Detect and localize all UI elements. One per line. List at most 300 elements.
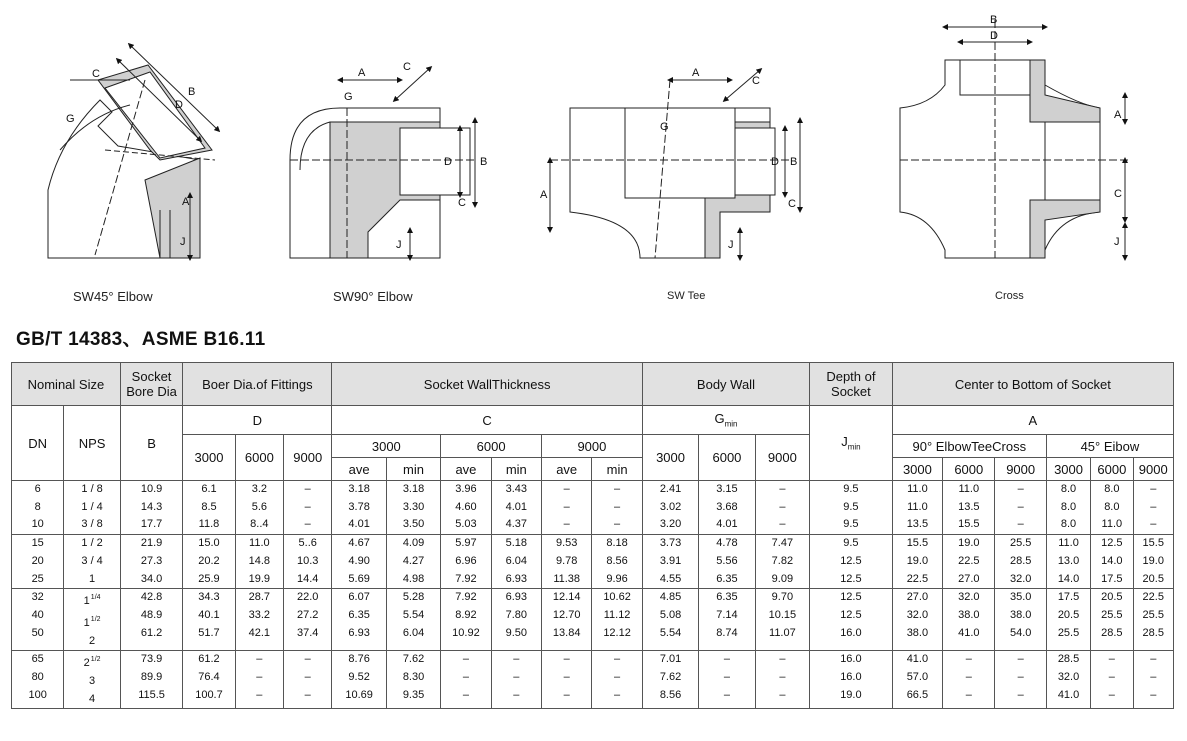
dim-label: J <box>728 239 734 251</box>
header-d: D <box>183 406 332 435</box>
cell-g6000 <box>699 535 755 589</box>
table-value: 3.30 <box>402 500 425 513</box>
table-value: 12.5 <box>840 572 862 585</box>
table-value: 13.84 <box>552 626 581 639</box>
table-value: – <box>304 483 311 495</box>
table-value: 8.0 <box>1060 500 1077 513</box>
table-value: 3.50 <box>402 518 425 531</box>
table-value: 73.9 <box>140 653 163 666</box>
cell-a6000 <box>943 651 995 709</box>
table-value: 19.0 <box>958 537 980 550</box>
table-value: – <box>1108 688 1115 701</box>
table-value: – <box>723 688 730 701</box>
table-value: $1^{1/2}$ <box>83 615 101 629</box>
cell-c9000-ave <box>541 535 591 589</box>
cell-d3000 <box>183 535 235 589</box>
table-row-group <box>12 589 1174 651</box>
table-value: 8.5 <box>201 500 217 513</box>
table-value: 6.93 <box>505 572 527 585</box>
dim-label: A <box>540 189 548 201</box>
table-value: 15 <box>31 537 44 550</box>
table-value: – <box>1150 671 1157 684</box>
cell-j <box>810 651 893 709</box>
table-value: 5.08 <box>659 608 682 621</box>
table-value: 27.2 <box>297 608 319 621</box>
cell-a45-9000 <box>1133 589 1174 651</box>
table-value: 25.9 <box>198 572 220 585</box>
header-d6000: 6000 <box>235 435 283 481</box>
cell-a6000 <box>943 535 995 589</box>
elbow45-drawing <box>48 45 218 258</box>
table-value: 7.62 <box>659 671 682 684</box>
table-value: 7.01 <box>659 653 682 666</box>
cell-d3000 <box>183 651 235 709</box>
header-a9000: 9000 <box>995 458 1046 481</box>
table-value: 11.0 <box>907 483 928 495</box>
dim-label: C <box>1114 188 1122 200</box>
table-value: 28.5 <box>1009 554 1032 567</box>
table-value: 8.30 <box>402 671 425 684</box>
header-c9000: 9000 <box>541 435 642 458</box>
table-value: – <box>1017 671 1024 684</box>
header-socket-bore: Socket Bore Dia <box>120 363 182 406</box>
table-value: 25.5 <box>1142 608 1164 621</box>
table-value: 14.0 <box>1057 572 1080 585</box>
table-value: 61.2 <box>198 653 220 666</box>
table-value: 8.92 <box>455 608 477 621</box>
table-value: 27.0 <box>958 572 980 585</box>
table-value: 5.56 <box>716 554 738 567</box>
table-value: 3.91 <box>659 554 682 567</box>
table-value: 19.0 <box>1142 554 1164 567</box>
header-d3000: 3000 <box>183 435 235 481</box>
table-value: 5.54 <box>402 608 425 621</box>
cell-j <box>810 589 893 651</box>
table-value: 12.5 <box>1101 537 1123 550</box>
dim-label: G <box>344 91 353 103</box>
table-value: 16.0 <box>840 626 862 639</box>
cell-a45-3000 <box>1046 481 1090 535</box>
cell-g6000 <box>699 651 755 709</box>
header-a3000: 3000 <box>892 458 942 481</box>
table-value: – <box>563 518 570 531</box>
dim-label: D <box>444 156 452 168</box>
header-body-wall: Body Wall <box>642 363 809 406</box>
cell-g9000 <box>755 651 809 709</box>
table-value: 6.96 <box>455 554 477 567</box>
cell-d9000 <box>284 535 332 589</box>
table-value: – <box>779 500 786 513</box>
table-value: – <box>304 518 311 531</box>
table-value: – <box>779 653 786 666</box>
cell-c3000-ave <box>332 535 386 589</box>
cell-g9000 <box>755 481 809 535</box>
table-value: 7.80 <box>505 608 527 621</box>
header-j: $J_{min}$ <box>810 406 893 481</box>
cell-c6000-min <box>491 651 541 709</box>
table-value: – <box>614 483 621 495</box>
dim-label: C <box>92 68 100 80</box>
table-value: 61.2 <box>140 626 163 639</box>
table-value: – <box>1108 653 1115 666</box>
table-value: 5..6 <box>298 537 317 550</box>
table-value: 11.38 <box>553 572 581 585</box>
dim-label: A <box>358 67 366 79</box>
table-value: – <box>304 653 311 666</box>
table-value: 41.0 <box>958 626 980 639</box>
table-value: 20.5 <box>1142 572 1164 585</box>
header-g6000: 6000 <box>699 435 755 481</box>
table-value: 10.62 <box>603 591 631 604</box>
table-value: $1^{1/4}$ <box>83 594 101 608</box>
table-value: – <box>1108 671 1115 684</box>
cell-c6000-min <box>491 535 541 589</box>
dim-label: C <box>458 197 466 209</box>
table-value: 7.47 <box>771 537 794 550</box>
cell-c3000-min <box>386 535 440 589</box>
cell-c9000-min <box>592 481 642 535</box>
caption-sw-tee: SW Tee <box>667 290 706 302</box>
dim-label: J <box>1114 236 1120 248</box>
dim-label: B <box>790 156 798 168</box>
cell-a45-6000 <box>1091 481 1133 535</box>
table-row-group <box>12 651 1174 709</box>
cell-dn <box>12 481 64 535</box>
table-value: 100.7 <box>195 688 223 701</box>
table-value: 42.1 <box>248 626 271 639</box>
table-value: 3.02 <box>659 500 682 513</box>
table-value: 9.09 <box>771 572 794 585</box>
table-value: 6.93 <box>505 591 527 604</box>
table-value: 4.85 <box>659 591 682 604</box>
table-value: – <box>304 671 311 684</box>
table-value: 20.5 <box>1101 591 1123 604</box>
table-value: 6.1 <box>201 483 217 495</box>
table-value: 66.5 <box>906 688 929 701</box>
spec-table-body <box>12 481 1174 709</box>
table-value: 76.4 <box>198 671 220 684</box>
cell-a45-6000 <box>1091 589 1133 651</box>
fittings-diagram <box>0 0 1187 315</box>
cell-g3000 <box>642 535 698 589</box>
table-value: 5.6 <box>251 500 267 513</box>
table-value: 32.0 <box>1057 671 1080 684</box>
table-value: 57.0 <box>906 671 929 684</box>
header-elbow45: 45° Eibow <box>1046 435 1173 458</box>
table-value: 3.20 <box>659 518 682 531</box>
table-value: 5.28 <box>402 591 425 604</box>
cell-d9000 <box>284 651 332 709</box>
cell-g9000 <box>755 589 809 651</box>
table-value: 48.9 <box>140 608 163 621</box>
dim-label: D <box>175 99 183 111</box>
cell-nps <box>64 651 120 709</box>
table-value: 38.0 <box>906 626 929 639</box>
cell-c6000-ave <box>441 651 491 709</box>
table-value: 3.18 <box>402 483 425 495</box>
spec-table <box>11 362 1174 709</box>
table-value: 7.62 <box>402 653 425 666</box>
table-value: 32 <box>31 591 44 604</box>
table-value: 17.5 <box>1101 572 1123 585</box>
table-value: – <box>462 671 469 684</box>
table-value: 9.5 <box>843 537 859 550</box>
table-value: 25.5 <box>1009 537 1032 550</box>
table-value: – <box>462 653 469 666</box>
cell-a3000 <box>892 651 942 709</box>
cell-g9000 <box>755 535 809 589</box>
cell-a9000 <box>995 589 1046 651</box>
table-value: 34.3 <box>198 591 220 604</box>
cell-c9000-min <box>592 589 642 651</box>
table-value: 8 <box>34 500 41 513</box>
table-value: 9.78 <box>555 554 578 567</box>
header-c: C <box>332 406 642 435</box>
dim-label: A <box>1114 109 1122 121</box>
table-value: 1 / 4 <box>81 500 103 513</box>
header-a6000: 6000 <box>943 458 995 481</box>
cell-a3000 <box>892 589 942 651</box>
table-value: 13.0 <box>1057 554 1080 567</box>
cell-dn <box>12 651 64 709</box>
cell-a45-3000 <box>1046 651 1090 709</box>
cell-c3000-min <box>386 589 440 651</box>
table-value: 9.70 <box>771 591 794 604</box>
cell-b <box>120 481 182 535</box>
table-value: 3 <box>89 675 96 688</box>
table-value: – <box>779 483 786 495</box>
standard-title: GB/T 14383、ASME B16.11 <box>16 329 266 350</box>
table-value: 3.15 <box>716 483 738 495</box>
cell-c6000-min <box>491 589 541 651</box>
table-value: 8.0 <box>1060 518 1077 531</box>
table-value: 28.5 <box>1101 626 1123 639</box>
table-value: 12.70 <box>552 608 581 621</box>
cell-b <box>120 535 182 589</box>
table-value: 65 <box>31 653 44 666</box>
cell-a9000 <box>995 535 1046 589</box>
table-value: – <box>614 671 621 684</box>
table-value: 3.43 <box>505 483 527 495</box>
caption-sw45-elbow: SW45° Elbow <box>73 289 153 304</box>
table-value: 4.27 <box>402 554 425 567</box>
table-value: 15.5 <box>958 518 980 531</box>
table-value: 4 <box>89 692 96 705</box>
cell-d9000 <box>284 481 332 535</box>
table-value: 9.53 <box>555 537 578 550</box>
cell-d9000 <box>284 589 332 651</box>
table-value: – <box>779 518 786 531</box>
header-elbow-tee-cross: 90° ElbowTeeCross <box>892 435 1046 458</box>
table-value: 9.35 <box>402 688 425 701</box>
table-value: 13.5 <box>958 500 980 513</box>
table-value: 115.5 <box>138 688 165 701</box>
tee-drawing <box>550 70 800 258</box>
cell-c9000-min <box>592 535 642 589</box>
cell-d3000 <box>183 589 235 651</box>
table-value: 32.0 <box>906 608 929 621</box>
table-value: 17.5 <box>1057 591 1080 604</box>
table-value: 3.78 <box>348 500 370 513</box>
table-value: – <box>304 500 311 513</box>
table-value: 4.01 <box>716 518 738 531</box>
cell-c6000-ave <box>441 535 491 589</box>
cell-d6000 <box>235 651 283 709</box>
cell-d6000 <box>235 535 283 589</box>
table-value: 4.67 <box>348 537 370 550</box>
table-value: 50 <box>31 626 44 639</box>
table-value: 22.0 <box>297 591 319 604</box>
table-value: 20.5 <box>1057 608 1080 621</box>
header-min: min <box>592 458 642 481</box>
cell-a3000 <box>892 481 942 535</box>
table-value: 4.60 <box>455 500 477 513</box>
table-value: 2 <box>89 634 96 647</box>
table-value: – <box>256 688 263 701</box>
table-value: 19.0 <box>840 688 862 701</box>
table-value: 22.5 <box>906 572 929 585</box>
header-dn: DN <box>12 406 64 481</box>
table-value: 12.5 <box>840 554 862 567</box>
cell-a45-3000 <box>1046 535 1090 589</box>
table-value: 11.12 <box>603 608 631 621</box>
header-g3000: 3000 <box>642 435 698 481</box>
cell-a6000 <box>943 481 995 535</box>
header-socket-wall: Socket WallThickness <box>332 363 642 406</box>
table-value: – <box>779 688 786 701</box>
cell-c3000-min <box>386 481 440 535</box>
table-value: 20 <box>31 554 44 567</box>
header-nps: NPS <box>64 406 120 481</box>
table-value: 5.97 <box>455 537 477 550</box>
cell-c6000-ave <box>441 589 491 651</box>
table-value: 8..4 <box>250 518 269 531</box>
table-value: 4.01 <box>505 500 527 513</box>
table-value: 4.98 <box>402 572 425 585</box>
dim-label: B <box>480 156 488 168</box>
table-value: – <box>614 518 621 531</box>
table-value: 21.9 <box>140 537 163 550</box>
table-value: 11.0 <box>1101 518 1123 531</box>
table-value: 10.15 <box>768 608 797 621</box>
table-value: 28.5 <box>1142 626 1164 639</box>
table-value: 2.41 <box>659 483 682 495</box>
cell-a45-6000 <box>1091 651 1133 709</box>
cell-a45-9000 <box>1133 535 1174 589</box>
table-value: – <box>965 688 972 701</box>
header-nominal-size: Nominal Size <box>12 363 121 406</box>
table-value: 38.0 <box>958 608 980 621</box>
header-min: min <box>491 458 541 481</box>
table-value: 3 / 8 <box>81 518 103 531</box>
table-value: 9.96 <box>606 572 628 585</box>
table-value: 16.0 <box>840 653 862 666</box>
cross-drawing <box>900 20 1130 258</box>
table-value: 51.7 <box>198 626 220 639</box>
cell-j <box>810 535 893 589</box>
caption-cross: Cross <box>995 290 1024 302</box>
table-value: 11.0 <box>958 483 980 495</box>
table-value: 89.9 <box>140 671 163 684</box>
table-value: 9.5 <box>843 500 859 513</box>
cell-d3000 <box>183 481 235 535</box>
table-row-group <box>12 481 1174 535</box>
cell-c9000-min <box>592 651 642 709</box>
table-value: 14.0 <box>1101 554 1123 567</box>
table-value: 17.7 <box>140 518 163 531</box>
cell-c3000-ave <box>332 651 386 709</box>
table-value: 8.0 <box>1060 483 1077 495</box>
dim-label: B <box>990 14 998 26</box>
table-value: – <box>1017 500 1024 513</box>
cell-c9000-ave <box>541 481 591 535</box>
cell-a45-6000 <box>1091 535 1133 589</box>
dim-label: C <box>752 75 760 87</box>
table-value: – <box>965 653 972 666</box>
dim-label: B <box>188 86 196 98</box>
table-value: 4.37 <box>505 518 527 531</box>
table-value: 12.12 <box>603 626 631 639</box>
cell-d6000 <box>235 481 283 535</box>
cell-c6000-min <box>491 481 541 535</box>
table-value: 8.76 <box>348 653 370 666</box>
table-value: – <box>304 688 311 701</box>
table-value: 3.96 <box>455 483 477 495</box>
table-value: 22.5 <box>1142 591 1164 604</box>
dim-label: G <box>660 121 669 133</box>
table-value: 8.56 <box>606 554 628 567</box>
header-a45-9000: 9000 <box>1133 458 1174 481</box>
table-value: 6.04 <box>505 554 527 567</box>
table-value: 7.14 <box>716 608 738 621</box>
cell-nps <box>64 589 120 651</box>
table-value: 10.9 <box>140 483 163 495</box>
header-boer-dia: Boer Dia.of Fittings <box>183 363 332 406</box>
cell-j <box>810 481 893 535</box>
table-value: 1 / 8 <box>81 483 103 495</box>
table-value: 9.52 <box>348 671 370 684</box>
table-value: 3.68 <box>716 500 738 513</box>
table-value: – <box>1150 500 1157 513</box>
table-value: 10.92 <box>452 626 480 639</box>
table-value: – <box>965 671 972 684</box>
header-c6000: 6000 <box>441 435 542 458</box>
table-value: 1 / 2 <box>81 537 103 550</box>
table-value: – <box>513 671 520 684</box>
table-value: 7.92 <box>455 591 477 604</box>
header-ave: ave <box>541 458 591 481</box>
table-value: 3.18 <box>348 483 370 495</box>
table-value: 16.0 <box>840 671 862 684</box>
cell-c3000-min <box>386 651 440 709</box>
cell-g6000 <box>699 481 755 535</box>
dim-label: J <box>396 239 402 251</box>
table-value: 4.09 <box>402 537 425 550</box>
table-value: 8.0 <box>1104 483 1120 495</box>
table-value: 25 <box>31 572 44 585</box>
table-value: 15.5 <box>906 537 929 550</box>
table-value: – <box>614 688 621 701</box>
table-value: 14.4 <box>297 572 319 585</box>
dim-label: G <box>66 113 75 125</box>
dim-label: C <box>788 198 796 210</box>
table-value: 5.54 <box>659 626 682 639</box>
header-a: A <box>892 406 1173 435</box>
table-value: – <box>513 688 520 701</box>
table-value: 25.5 <box>1101 608 1123 621</box>
table-value: 8.56 <box>659 688 682 701</box>
caption-sw90-elbow: SW90° Elbow <box>333 289 413 304</box>
